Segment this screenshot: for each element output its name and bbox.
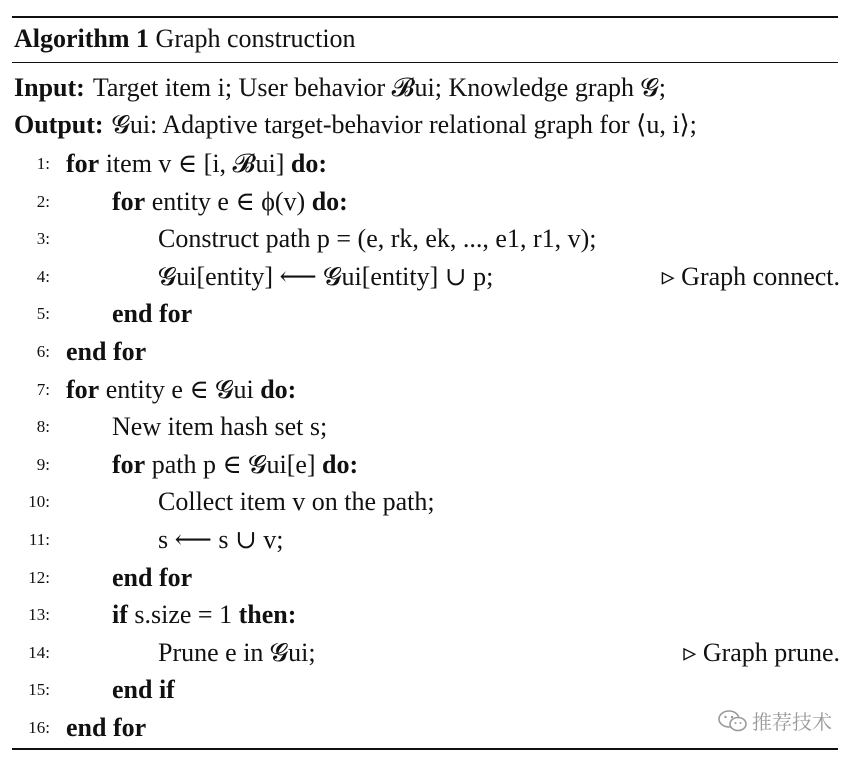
wechat-icon [718,709,748,733]
statement: New item hash set s; [112,412,328,442]
line-number: 16: [28,718,50,737]
statement: item v ∈ [i, 𝓑ui] [105,149,285,178]
line-comment: ▹ Graph prune. [683,637,840,667]
statement: Construct path p = (e, rk, ek, ..., e1, r1, v); [158,224,597,254]
line-code [158,258,493,295]
output-line [14,107,697,143]
line-code [112,183,348,220]
statement: s.size = 1 [134,600,233,630]
statement: 𝓖ui[entity] ⟵ 𝓖ui[entity] ∪ p; [158,261,494,291]
keyword: for [66,149,100,178]
line-comment: ▹ Graph connect. [661,261,840,291]
algorithm-line [0,258,856,295]
statement: entity e ∈ 𝓖ui [105,374,254,404]
line-code [112,295,192,332]
keyword: end for [112,299,193,329]
algorithm-line [0,408,856,445]
keyword: do: [260,374,297,404]
keyword: then: [238,600,297,630]
line-number: 1: [36,154,50,173]
line-number: 10: [28,492,50,512]
line-number: 15: [28,680,50,700]
line-number: 3: [36,229,50,249]
keyword: if [112,600,128,630]
line-number: 5: [36,304,50,324]
keyword: do: [290,149,327,178]
line-code [66,371,296,408]
algorithm-line [0,521,856,558]
input-text: Target item i; User behavior 𝓑ui; Knowledge graph 𝓖; [92,73,667,102]
statement: Collect item v on the path; [158,487,435,517]
algorithm-line [0,371,856,408]
algorithm-line [0,446,856,483]
line-number: 14: [28,642,50,662]
line-code [158,634,316,671]
line-number: 12: [28,567,50,587]
line-code [66,145,327,182]
algorithm-line [0,220,856,257]
bottom-rule [12,748,838,750]
line-number: 4: [36,266,50,286]
input-label: Input: [14,73,85,102]
line-number: 8: [36,417,50,437]
line-number: 6: [36,342,50,361]
line-number: 7: [36,379,50,399]
statement: entity e ∈ ϕ(v) [151,186,306,216]
line-code [112,559,192,596]
algorithm-line [0,596,856,633]
algorithm-line [0,183,856,220]
line-code [66,333,146,370]
line-code [158,483,435,520]
line-number: 2: [36,191,50,211]
algorithm-name: Graph construction [155,24,356,53]
line-code [112,408,327,445]
keyword: end if [112,675,175,705]
algorithm-line [0,634,856,671]
mid-rule [12,62,838,63]
line-number: 13: [28,605,50,625]
keyword: do: [322,449,359,479]
keyword: end for [112,562,193,592]
keyword: end for [66,337,147,366]
algorithm-line [0,671,856,708]
keyword: end for [66,713,147,742]
input-line [14,70,666,106]
output-label: Output: [14,110,104,139]
statement: Prune e in 𝓖ui; [158,637,316,667]
algorithm-line [0,295,856,332]
keyword: for [112,186,146,216]
algorithm-label: Algorithm 1 [14,24,150,53]
line-number: 11: [28,530,50,549]
keyword: for [66,374,100,404]
line-number: 9: [36,454,50,474]
statement: s ⟵ s ∪ v; [158,525,284,554]
keyword: do: [311,186,348,216]
algorithm-title [14,20,356,58]
line-code [112,596,296,633]
watermark-text: 推荐技术 [752,710,832,734]
watermark [718,706,832,735]
algorithm-line [0,145,856,182]
line-code [112,671,175,708]
line-code [66,709,146,746]
algorithm-line [0,483,856,520]
algorithm-line [0,559,856,596]
output-text: 𝓖ui: Adaptive target-behavior relational graph for ⟨u, i⟩; [111,110,697,139]
line-code [158,521,284,558]
line-code [112,446,358,483]
statement: path p ∈ 𝓖ui[e] [151,449,316,479]
line-code [158,220,597,257]
algorithm-line [0,333,856,370]
top-rule [12,16,838,18]
keyword: for [112,449,146,479]
